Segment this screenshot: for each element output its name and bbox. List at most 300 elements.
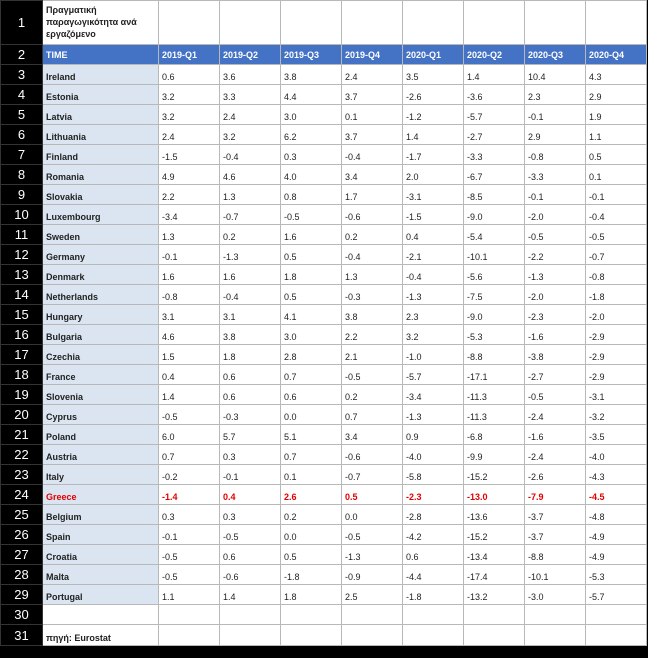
value-cell[interactable]: 0.3 [281,145,342,165]
value-cell[interactable]: 0.6 [159,65,220,85]
value-cell[interactable]: -3.2 [586,405,647,425]
value-cell[interactable]: -3.7 [525,525,586,545]
value-cell[interactable]: 2.9 [586,85,647,105]
value-cell[interactable]: -2.2 [525,245,586,265]
value-cell[interactable]: -3.4 [159,205,220,225]
country-cell[interactable]: Romania [43,165,159,185]
value-cell[interactable]: -3.5 [586,425,647,445]
value-cell[interactable]: 1.7 [342,185,403,205]
country-cell[interactable]: Estonia [43,85,159,105]
value-cell[interactable]: 3.4 [342,165,403,185]
value-cell[interactable]: -2.0 [586,305,647,325]
value-cell[interactable]: 0.7 [281,365,342,385]
header-quarter[interactable]: 2019-Q2 [220,45,281,65]
value-cell[interactable]: 0.1 [342,105,403,125]
row-number[interactable]: 31 [1,625,43,646]
value-cell[interactable]: -5.8 [403,465,464,485]
value-cell[interactable]: -0.4 [586,205,647,225]
empty-cell[interactable] [586,1,647,45]
value-cell[interactable]: 4.1 [281,305,342,325]
value-cell[interactable]: 3.1 [220,305,281,325]
value-cell[interactable]: -4.2 [403,525,464,545]
value-cell[interactable]: 5.7 [220,425,281,445]
value-cell[interactable]: -0.5 [586,225,647,245]
row-number[interactable]: 12 [1,245,43,265]
value-cell[interactable]: -0.1 [525,105,586,125]
value-cell[interactable]: -2.0 [525,205,586,225]
value-cell[interactable]: 2.4 [220,105,281,125]
value-cell[interactable]: 0.5 [281,285,342,305]
empty-cell[interactable] [281,1,342,45]
country-cell[interactable]: Austria [43,445,159,465]
value-cell[interactable]: -9.0 [464,305,525,325]
value-cell[interactable]: -1.3 [525,265,586,285]
value-cell[interactable]: -3.8 [525,345,586,365]
value-cell[interactable]: -0.4 [342,245,403,265]
value-cell[interactable]: -4.9 [586,525,647,545]
empty-cell[interactable] [586,625,647,646]
value-cell[interactable]: -2.3 [525,305,586,325]
value-cell[interactable]: -0.4 [403,265,464,285]
country-cell[interactable]: Portugal [43,585,159,605]
header-quarter[interactable]: 2020-Q2 [464,45,525,65]
value-cell[interactable]: 1.3 [342,265,403,285]
value-cell[interactable]: 3.1 [159,305,220,325]
value-cell[interactable]: 3.0 [281,105,342,125]
value-cell[interactable]: -0.4 [342,145,403,165]
empty-cell[interactable] [525,605,586,625]
row-number[interactable]: 17 [1,345,43,365]
value-cell[interactable]: 4.6 [159,325,220,345]
value-cell[interactable]: -0.5 [342,365,403,385]
value-cell[interactable]: 0.4 [220,485,281,505]
header-quarter[interactable]: 2019-Q3 [281,45,342,65]
row-number[interactable]: 9 [1,185,43,205]
header-time-label[interactable]: TIME [43,45,159,65]
value-cell[interactable]: -2.9 [586,325,647,345]
value-cell[interactable]: 2.8 [281,345,342,365]
value-cell[interactable]: -7.5 [464,285,525,305]
value-cell[interactable]: -11.3 [464,385,525,405]
value-cell[interactable]: 3.4 [342,425,403,445]
country-cell[interactable]: Belgium [43,505,159,525]
value-cell[interactable]: -0.7 [342,465,403,485]
country-cell[interactable]: Czechia [43,345,159,365]
value-cell[interactable]: -0.6 [342,445,403,465]
value-cell[interactable]: 0.3 [159,505,220,525]
country-cell[interactable]: Hungary [43,305,159,325]
empty-cell[interactable] [342,1,403,45]
value-cell[interactable]: -0.6 [220,565,281,585]
country-cell[interactable]: Netherlands [43,285,159,305]
row-number[interactable]: 24 [1,485,43,505]
value-cell[interactable]: -13.6 [464,505,525,525]
country-cell[interactable]: Germany [43,245,159,265]
country-cell[interactable]: Cyprus [43,405,159,425]
row-number[interactable]: 23 [1,465,43,485]
value-cell[interactable]: -4.0 [586,445,647,465]
empty-cell[interactable] [464,605,525,625]
value-cell[interactable]: 0.0 [281,525,342,545]
row-number[interactable]: 10 [1,205,43,225]
value-cell[interactable]: -0.1 [220,465,281,485]
value-cell[interactable]: 1.8 [281,585,342,605]
value-cell[interactable]: 2.2 [342,325,403,345]
value-cell[interactable]: -3.6 [464,85,525,105]
value-cell[interactable]: -4.8 [586,505,647,525]
value-cell[interactable]: -2.8 [403,505,464,525]
value-cell[interactable]: -0.6 [342,205,403,225]
row-number[interactable]: 30 [1,605,43,625]
value-cell[interactable]: 3.8 [342,305,403,325]
value-cell[interactable]: 4.0 [281,165,342,185]
value-cell[interactable]: -1.2 [403,105,464,125]
row-number[interactable]: 16 [1,325,43,345]
value-cell[interactable]: -2.0 [525,285,586,305]
empty-cell[interactable] [403,1,464,45]
value-cell[interactable]: 0.6 [220,545,281,565]
value-cell[interactable]: -4.0 [403,445,464,465]
value-cell[interactable]: -10.1 [464,245,525,265]
value-cell[interactable]: -0.5 [281,205,342,225]
value-cell[interactable]: 3.0 [281,325,342,345]
value-cell[interactable]: 3.2 [159,85,220,105]
value-cell[interactable]: 0.6 [220,385,281,405]
value-cell[interactable]: -4.5 [586,485,647,505]
empty-cell[interactable] [525,625,586,646]
empty-cell[interactable] [586,605,647,625]
value-cell[interactable]: -0.9 [342,565,403,585]
empty-cell[interactable] [403,605,464,625]
value-cell[interactable]: -2.7 [525,365,586,385]
value-cell[interactable]: 0.9 [403,425,464,445]
value-cell[interactable]: 0.4 [403,225,464,245]
value-cell[interactable]: -13.4 [464,545,525,565]
value-cell[interactable]: -0.3 [220,405,281,425]
value-cell[interactable]: -3.4 [403,385,464,405]
empty-cell[interactable] [220,625,281,646]
value-cell[interactable]: 4.3 [586,65,647,85]
row-number[interactable]: 2 [1,45,43,65]
value-cell[interactable]: 0.0 [342,505,403,525]
value-cell[interactable]: 1.6 [220,265,281,285]
value-cell[interactable]: 0.5 [281,545,342,565]
header-quarter[interactable]: 2019-Q4 [342,45,403,65]
value-cell[interactable]: 0.2 [281,505,342,525]
value-cell[interactable]: 4.9 [159,165,220,185]
value-cell[interactable]: -13.2 [464,585,525,605]
value-cell[interactable]: -2.9 [586,345,647,365]
country-cell[interactable]: Poland [43,425,159,445]
value-cell[interactable]: 1.6 [281,225,342,245]
empty-cell[interactable] [220,605,281,625]
value-cell[interactable]: -6.8 [464,425,525,445]
row-number[interactable]: 22 [1,445,43,465]
row-number[interactable]: 5 [1,105,43,125]
value-cell[interactable]: 1.4 [220,585,281,605]
value-cell[interactable]: -3.7 [525,505,586,525]
empty-cell[interactable] [525,1,586,45]
value-cell[interactable]: 0.6 [281,385,342,405]
value-cell[interactable]: -0.5 [159,545,220,565]
value-cell[interactable]: -3.3 [525,165,586,185]
value-cell[interactable]: 6.2 [281,125,342,145]
row-number[interactable]: 7 [1,145,43,165]
value-cell[interactable]: -5.7 [403,365,464,385]
country-cell[interactable]: Greece [43,485,159,505]
value-cell[interactable]: -2.1 [403,245,464,265]
value-cell[interactable]: 0.0 [281,405,342,425]
value-cell[interactable]: -0.1 [159,245,220,265]
value-cell[interactable]: 4.4 [281,85,342,105]
value-cell[interactable]: 3.8 [281,65,342,85]
value-cell[interactable]: -0.8 [586,265,647,285]
value-cell[interactable]: -1.8 [586,285,647,305]
country-cell[interactable]: Italy [43,465,159,485]
value-cell[interactable]: -0.1 [586,185,647,205]
value-cell[interactable]: 2.6 [281,485,342,505]
value-cell[interactable]: -3.0 [525,585,586,605]
value-cell[interactable]: 0.2 [342,225,403,245]
value-cell[interactable]: 3.2 [159,105,220,125]
country-cell[interactable]: Luxembourg [43,205,159,225]
value-cell[interactable]: 2.4 [342,65,403,85]
value-cell[interactable]: 4.6 [220,165,281,185]
empty-cell[interactable] [464,1,525,45]
country-cell[interactable]: Croatia [43,545,159,565]
value-cell[interactable]: -5.3 [464,325,525,345]
value-cell[interactable]: 3.3 [220,85,281,105]
value-cell[interactable]: 0.3 [220,505,281,525]
row-number[interactable]: 26 [1,525,43,545]
empty-cell[interactable] [281,625,342,646]
empty-cell[interactable] [220,1,281,45]
row-number[interactable]: 28 [1,565,43,585]
value-cell[interactable]: 0.7 [281,445,342,465]
value-cell[interactable]: 0.5 [586,145,647,165]
value-cell[interactable]: -15.2 [464,465,525,485]
header-quarter[interactable]: 2020-Q3 [525,45,586,65]
value-cell[interactable]: -5.7 [586,585,647,605]
value-cell[interactable]: -0.5 [220,525,281,545]
value-cell[interactable]: 1.6 [159,265,220,285]
country-cell[interactable]: Finland [43,145,159,165]
value-cell[interactable]: -11.3 [464,405,525,425]
value-cell[interactable]: -0.8 [159,285,220,305]
country-cell[interactable]: Latvia [43,105,159,125]
empty-cell[interactable] [281,605,342,625]
value-cell[interactable]: -3.1 [403,185,464,205]
value-cell[interactable]: 3.7 [342,125,403,145]
value-cell[interactable]: 2.0 [403,165,464,185]
empty-cell[interactable] [159,605,220,625]
country-cell[interactable]: Slovenia [43,385,159,405]
row-number[interactable]: 18 [1,365,43,385]
value-cell[interactable]: 6.0 [159,425,220,445]
value-cell[interactable]: -10.1 [525,565,586,585]
value-cell[interactable]: 0.1 [586,165,647,185]
row-number[interactable]: 3 [1,65,43,85]
value-cell[interactable]: 0.8 [281,185,342,205]
row-number[interactable]: 15 [1,305,43,325]
row-number[interactable]: 29 [1,585,43,605]
value-cell[interactable]: -4.9 [586,545,647,565]
value-cell[interactable]: 0.2 [220,225,281,245]
value-cell[interactable]: 3.2 [403,325,464,345]
value-cell[interactable]: -15.2 [464,525,525,545]
value-cell[interactable]: -1.6 [525,425,586,445]
value-cell[interactable]: -4.3 [586,465,647,485]
value-cell[interactable]: -2.4 [525,405,586,425]
value-cell[interactable]: -0.1 [159,525,220,545]
value-cell[interactable]: 2.1 [342,345,403,365]
value-cell[interactable]: -0.5 [342,525,403,545]
value-cell[interactable]: -4.4 [403,565,464,585]
value-cell[interactable]: 3.5 [403,65,464,85]
value-cell[interactable]: -9.9 [464,445,525,465]
country-cell[interactable]: Denmark [43,265,159,285]
country-cell[interactable]: Slovakia [43,185,159,205]
header-quarter[interactable]: 2020-Q4 [586,45,647,65]
value-cell[interactable]: 1.4 [159,385,220,405]
value-cell[interactable]: -1.8 [403,585,464,605]
value-cell[interactable]: -0.3 [342,285,403,305]
value-cell[interactable]: -5.6 [464,265,525,285]
value-cell[interactable]: 5.1 [281,425,342,445]
empty-cell[interactable] [159,1,220,45]
value-cell[interactable]: -3.1 [586,385,647,405]
value-cell[interactable]: -0.4 [220,285,281,305]
value-cell[interactable]: -5.4 [464,225,525,245]
value-cell[interactable]: -8.8 [525,545,586,565]
value-cell[interactable]: 1.4 [464,65,525,85]
row-number[interactable]: 11 [1,225,43,245]
value-cell[interactable]: -1.3 [342,545,403,565]
value-cell[interactable]: 2.2 [159,185,220,205]
empty-cell[interactable] [43,605,159,625]
value-cell[interactable]: -1.7 [403,145,464,165]
value-cell[interactable]: -0.7 [586,245,647,265]
value-cell[interactable]: -5.7 [464,105,525,125]
header-quarter[interactable]: 2019-Q1 [159,45,220,65]
row-number[interactable]: 4 [1,85,43,105]
value-cell[interactable]: 1.9 [586,105,647,125]
value-cell[interactable]: -2.9 [586,365,647,385]
value-cell[interactable]: 1.3 [220,185,281,205]
value-cell[interactable]: -8.5 [464,185,525,205]
row-number[interactable]: 20 [1,405,43,425]
country-cell[interactable]: France [43,365,159,385]
value-cell[interactable]: -0.4 [220,145,281,165]
empty-cell[interactable] [464,625,525,646]
value-cell[interactable]: -0.5 [525,385,586,405]
value-cell[interactable]: -2.6 [525,465,586,485]
country-cell[interactable]: Malta [43,565,159,585]
value-cell[interactable]: -1.3 [220,245,281,265]
value-cell[interactable]: -5.3 [586,565,647,585]
value-cell[interactable]: -1.4 [159,485,220,505]
value-cell[interactable]: -8.8 [464,345,525,365]
value-cell[interactable]: 1.1 [586,125,647,145]
value-cell[interactable]: 1.1 [159,585,220,605]
value-cell[interactable]: -13.0 [464,485,525,505]
value-cell[interactable]: 0.5 [281,245,342,265]
value-cell[interactable]: -2.7 [464,125,525,145]
source-note[interactable]: πηγή: Eurostat [43,625,159,646]
empty-cell[interactable] [342,605,403,625]
row-number[interactable]: 1 [1,1,43,45]
value-cell[interactable]: 10.4 [525,65,586,85]
value-cell[interactable]: 0.1 [281,465,342,485]
value-cell[interactable]: 0.6 [220,365,281,385]
value-cell[interactable]: 0.4 [159,365,220,385]
value-cell[interactable]: -0.8 [525,145,586,165]
value-cell[interactable]: 3.8 [220,325,281,345]
value-cell[interactable]: -0.7 [220,205,281,225]
row-number[interactable]: 27 [1,545,43,565]
value-cell[interactable]: -1.3 [403,405,464,425]
value-cell[interactable]: 0.3 [220,445,281,465]
value-cell[interactable]: 3.6 [220,65,281,85]
value-cell[interactable]: -0.5 [159,565,220,585]
value-cell[interactable]: -0.5 [159,405,220,425]
value-cell[interactable]: 0.6 [403,545,464,565]
row-number[interactable]: 13 [1,265,43,285]
value-cell[interactable]: -0.1 [525,185,586,205]
country-cell[interactable]: Bulgaria [43,325,159,345]
value-cell[interactable]: -2.4 [525,445,586,465]
empty-cell[interactable] [342,625,403,646]
empty-cell[interactable] [159,625,220,646]
value-cell[interactable]: 1.5 [159,345,220,365]
value-cell[interactable]: 2.5 [342,585,403,605]
value-cell[interactable]: 0.5 [342,485,403,505]
value-cell[interactable]: -9.0 [464,205,525,225]
country-cell[interactable]: Ireland [43,65,159,85]
value-cell[interactable]: -7.9 [525,485,586,505]
value-cell[interactable]: 2.3 [403,305,464,325]
value-cell[interactable]: -3.3 [464,145,525,165]
value-cell[interactable]: -17.4 [464,565,525,585]
value-cell[interactable]: 0.7 [159,445,220,465]
row-number[interactable]: 14 [1,285,43,305]
country-cell[interactable]: Lithuania [43,125,159,145]
value-cell[interactable]: -1.0 [403,345,464,365]
row-number[interactable]: 21 [1,425,43,445]
value-cell[interactable]: 3.2 [220,125,281,145]
value-cell[interactable]: 1.8 [220,345,281,365]
value-cell[interactable]: 2.4 [159,125,220,145]
country-cell[interactable]: Spain [43,525,159,545]
value-cell[interactable]: 1.3 [159,225,220,245]
row-number[interactable]: 8 [1,165,43,185]
row-number[interactable]: 6 [1,125,43,145]
value-cell[interactable]: 2.3 [525,85,586,105]
empty-cell[interactable] [403,625,464,646]
value-cell[interactable]: 1.8 [281,265,342,285]
value-cell[interactable]: -6.7 [464,165,525,185]
value-cell[interactable]: 0.7 [342,405,403,425]
value-cell[interactable]: -1.8 [281,565,342,585]
header-quarter[interactable]: 2020-Q1 [403,45,464,65]
value-cell[interactable]: 1.4 [403,125,464,145]
value-cell[interactable]: -17.1 [464,365,525,385]
value-cell[interactable]: -0.2 [159,465,220,485]
value-cell[interactable]: -1.6 [525,325,586,345]
value-cell[interactable]: 0.2 [342,385,403,405]
value-cell[interactable]: -1.5 [403,205,464,225]
value-cell[interactable]: -2.3 [403,485,464,505]
